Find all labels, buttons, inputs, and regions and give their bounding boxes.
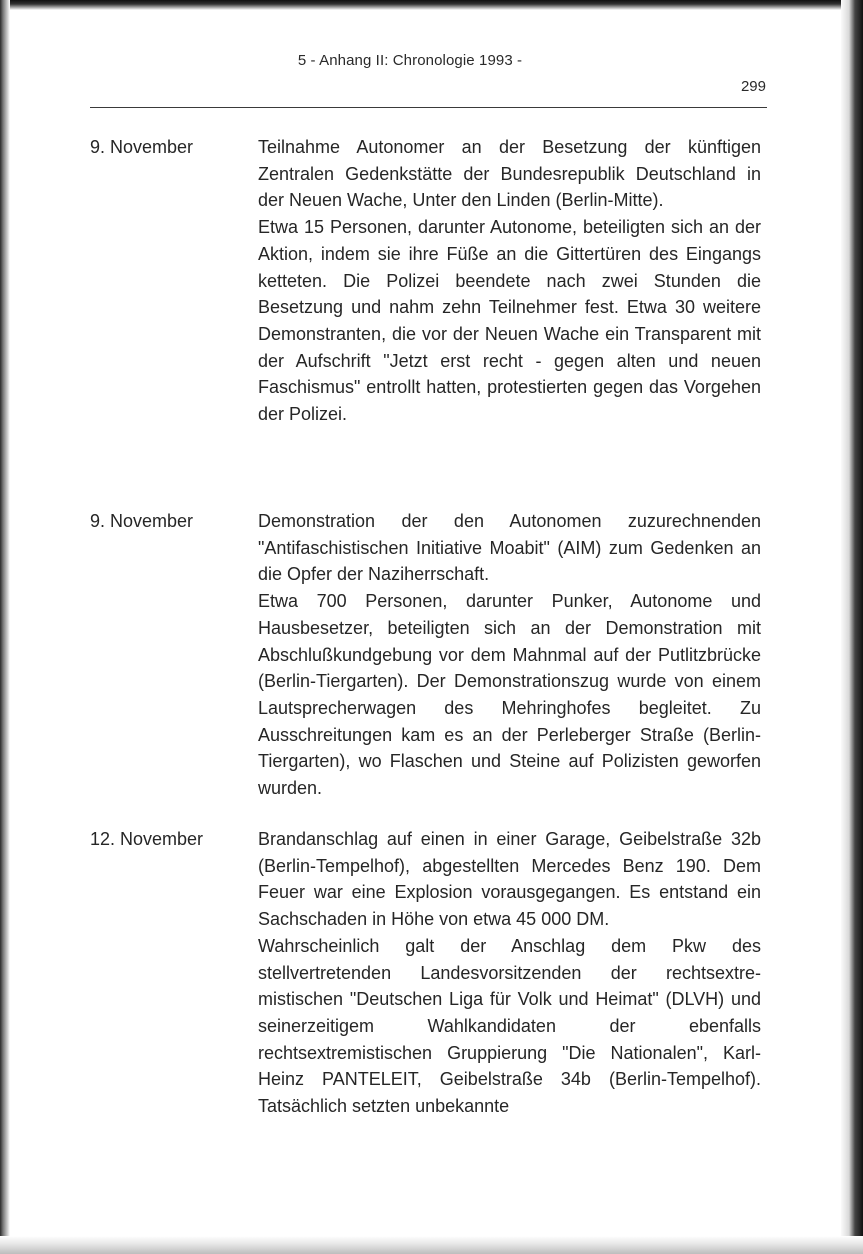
entry-date: 9. November bbox=[90, 511, 194, 531]
page-number: 299 bbox=[740, 78, 766, 95]
entry-paragraph: Etwa 700 Personen, darunter Punker, Autonome und Hausbesetzer, beteiligten sich an der Demonstration mit Abschlußkundgebung vor dem Mahnmal auf der Putlitzbrücke (Berlin-Tiergarten). Der Demonstrationszug wurde von einem Lautsprecherwagen des Mehringhofes begleitet. Zu Ausschreitungen kam es an der Perleberger Straße (Berlin-Tiergarten), wo Flaschen und Steine auf Polizisten geworfen wurden. bbox=[258, 591, 761, 799]
entry-date: 9. November bbox=[90, 137, 194, 157]
entry-paragraph: Teilnahme Autonomer an der Besetzung der künftigen Zentralen Gedenkstätte der Bundesrepublik Deutschland in der Neuen Wache, Unter den Linden (Berlin-Mitte). bbox=[258, 137, 761, 211]
running-header: 5 - Anhang II: Chronologie 1993 - bbox=[297, 52, 523, 69]
entry-paragraph: Etwa 15 Personen, darunter Autonome, beteiligten sich an der Aktion, indem sie ihre Füße an die Gittertüren des Eingangs ketteten. Die Polizei beendete nach zwei Stunden die Besetzung und nahm zehn Teilnehmer fest. Etwa 30 weitere Demonstranten, die vor der Neuen Wache ein Transparent mit der Aufschrift "Jetzt erst recht - gegen alten und neuen Faschismus" entrollt hatten, protestierten gegen das Vorgehen der Polizei. bbox=[258, 217, 761, 425]
entry-paragraph: Brandanschlag auf einen in einer Garage, Geibelstraße 32b (Berlin-Tempelhof), abgestellten Mercedes Benz 190. Dem Feuer war eine Explosion vorausgegangen. Es entstand ein Sachschaden in Höhe von etwa 45 000 DM. bbox=[258, 829, 761, 930]
entry-paragraph: Wahrscheinlich galt der Anschlag dem Pkw des stellvertretenden Landesvorsitzenden der rechtsextremistischen "Deutschen Liga für Volk und Heimat" (DLVH) und seinerzeitigem Wahlkandidaten der ebenfalls rechtsextremistischen Gruppierung "Die Nationalen", Karl-Heinz PANTELEIT, Geibelstraße 34b (Berlin-Tempelhof). Tatsächlich setzten unbekannte bbox=[258, 935, 761, 1117]
entry-body bbox=[258, 508, 761, 802]
entry-body bbox=[258, 826, 761, 1120]
entry-body bbox=[258, 134, 761, 428]
entry-paragraph: Demonstration der den Autonomen zuzurechnenden "Antifaschistischen Initiative Moabit" (AIM) zum Gedenken an die Opfer der Naziherrschaft. bbox=[258, 511, 761, 585]
entry-date: 12. November bbox=[90, 829, 204, 849]
header-rule bbox=[90, 107, 767, 108]
